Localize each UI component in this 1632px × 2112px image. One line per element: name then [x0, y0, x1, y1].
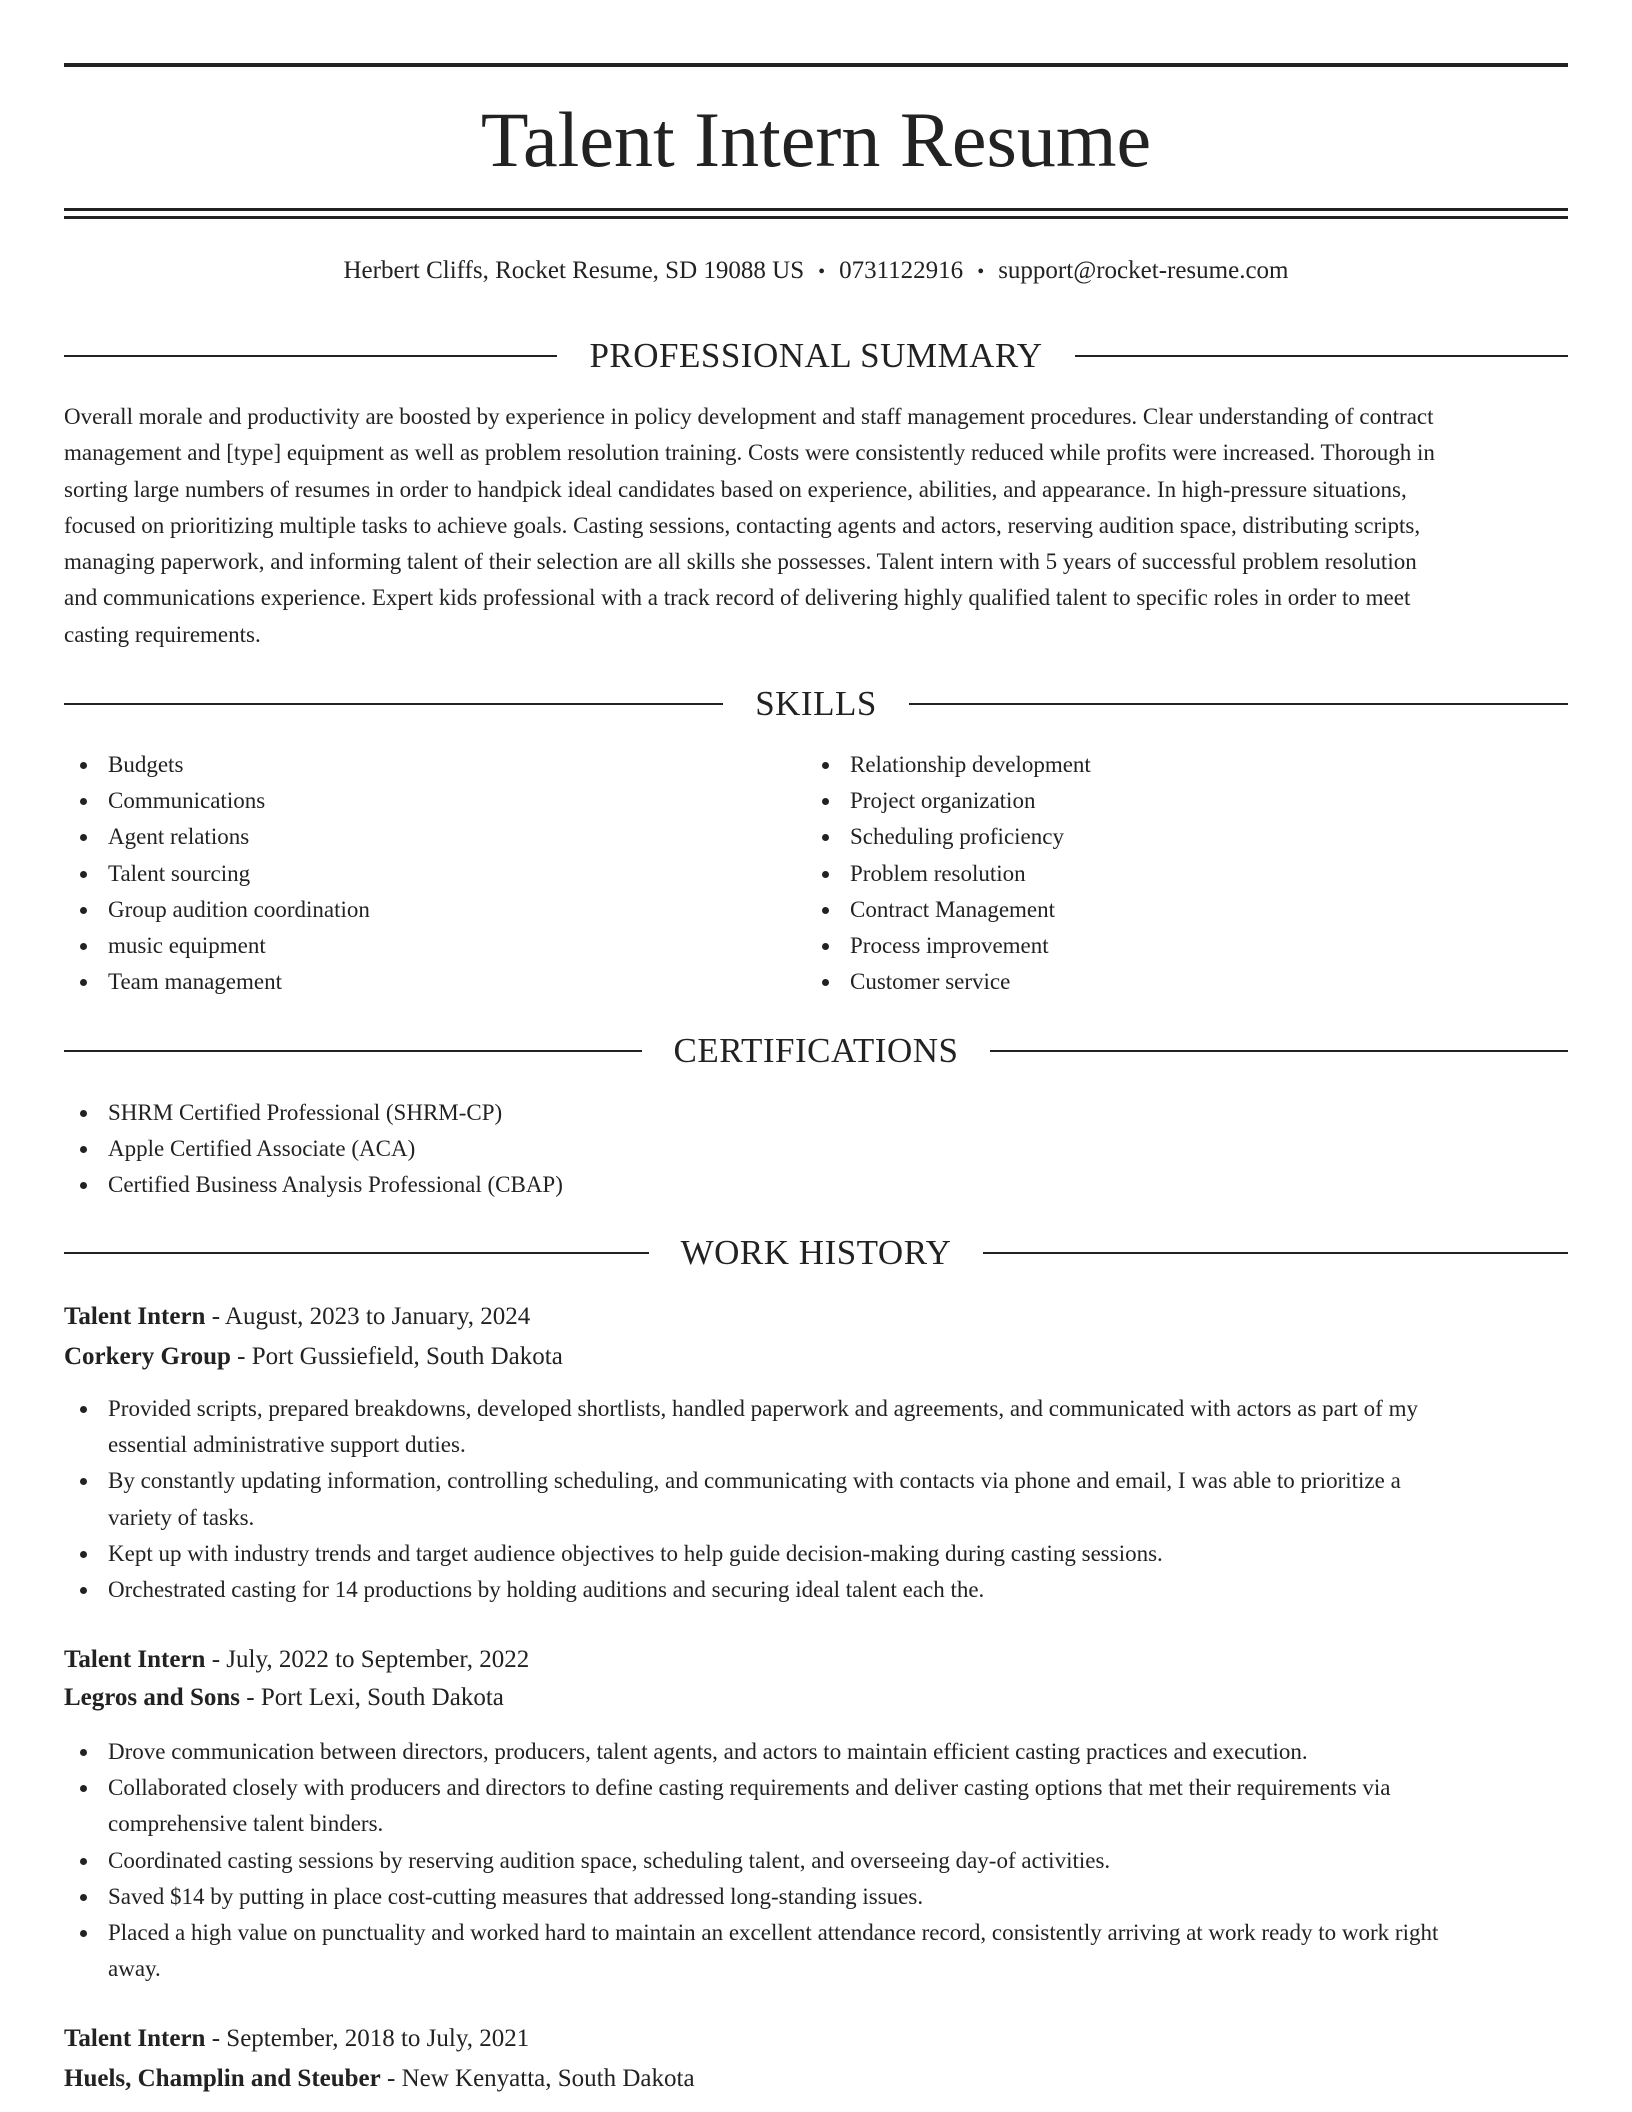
summary-line: and communications experience. Expert kids professional with a track record of delivering highly qualified talent to specific roles in order to meet — [64, 585, 1411, 611]
section-heading-certifications — [64, 1029, 1568, 1073]
contact-separator: • — [818, 261, 826, 283]
skill-item: Contract Management — [806, 892, 1526, 928]
job-company-line — [64, 1680, 504, 1716]
header-double-rule — [64, 208, 1568, 211]
job-company: Legros and Sons — [64, 1684, 240, 1711]
contact-separator: • — [977, 261, 985, 283]
job-bullet — [64, 1915, 1568, 1987]
job-location: - Port Gussiefield, South Dakota — [230, 1343, 563, 1370]
job-title-line — [64, 1642, 529, 1678]
job-bullet — [64, 1879, 1568, 1915]
section-title: SKILLS — [755, 684, 877, 723]
job-bullet — [64, 1572, 1568, 1608]
contact-email[interactable]: support@rocket-resume.com — [998, 257, 1289, 284]
section-heading-work-history — [64, 1231, 1568, 1275]
job-bullet — [64, 1734, 1568, 1770]
certification-item: Apple Certified Associate (ACA) — [64, 1131, 1568, 1167]
job-company: Huels, Champlin and Steuber — [64, 2065, 381, 2092]
job-bullet — [64, 1536, 1568, 1572]
heading-rule — [64, 1050, 642, 1052]
job-title-line — [64, 1299, 530, 1335]
skill-item: Talent sourcing — [64, 856, 784, 892]
summary-line: focused on prioritizing multiple tasks to achieve goals. Casting sessions, contacting agents and actors, reserving audition space, distributing scripts, — [64, 512, 1421, 538]
job-bullets — [64, 1734, 1568, 1987]
job-bullets — [64, 1391, 1568, 1608]
skill-item: Budgets — [64, 747, 784, 783]
skill-item: Team management — [64, 964, 784, 1000]
heading-rule — [64, 703, 723, 705]
certification-item: SHRM Certified Professional (SHRM-CP) — [64, 1095, 1568, 1131]
job-bullet — [64, 1770, 1568, 1842]
job-company-line — [64, 2061, 695, 2097]
heading-rule — [990, 1050, 1568, 1052]
contact-line — [64, 254, 1568, 289]
contact-phone: 0731122916 — [839, 257, 964, 284]
job-bullet — [64, 1843, 1568, 1879]
header-double-rule — [64, 216, 1568, 219]
section-heading-skills — [64, 682, 1568, 726]
heading-rule — [1075, 355, 1568, 357]
summary-paragraph — [64, 399, 1568, 653]
heading-rule — [983, 1252, 1568, 1254]
bullet-line: Kept up with industry trends and target audience objectives to help guide decision-making during casting sessions. — [108, 1540, 1163, 1566]
job-title: Talent Intern — [64, 1646, 206, 1673]
skill-item: Relationship development — [806, 747, 1526, 783]
skill-item: music equipment — [64, 928, 784, 964]
summary-line: management and [type] equipment as well as problem resolution training. Costs were consistently reduced while profits were increased. Thorough in — [64, 440, 1435, 466]
job-title-line — [64, 2021, 529, 2057]
bullet-line: Placed a high value on punctuality and worked hard to maintain an excellent attendance record, consistently arriving at work ready to work right — [108, 1920, 1439, 1946]
heading-rule — [64, 1252, 649, 1254]
bullet-line: Collaborated closely with producers and directors to define casting requirements and deliver casting options that met their requirements via — [108, 1775, 1391, 1801]
section-title: CERTIFICATIONS — [673, 1031, 959, 1070]
job-bullet — [64, 1463, 1568, 1535]
bullet-line: Drove communication between directors, producers, talent agents, and actors to maintain efficient casting practices and execution. — [108, 1739, 1308, 1764]
skill-item: Agent relations — [64, 819, 784, 855]
skill-item: Process improvement — [806, 928, 1526, 964]
skill-item: Project organization — [806, 783, 1526, 819]
summary-line: managing paperwork, and informing talent of their selection are all skills she possesses. Talent intern with 5 years of successful problem resolution — [64, 549, 1417, 575]
job-title: Talent Intern — [64, 1303, 206, 1330]
heading-rule — [64, 355, 557, 357]
bullet-line: variety of tasks. — [108, 1504, 255, 1530]
job-location: - New Kenyatta, South Dakota — [380, 2065, 695, 2092]
bullet-line: By constantly updating information, controlling scheduling, and communicating with contacts via phone and email, I was able to prioritize a — [108, 1468, 1401, 1494]
summary-line: Overall morale and productivity are boosted by experience in policy development and staff management procedures. Clear understanding of contract — [64, 404, 1434, 429]
bullet-line: Saved $14 by putting in place cost-cutting measures that addressed long-standing issues. — [108, 1883, 924, 1909]
heading-rule — [909, 703, 1568, 705]
job-company-line — [64, 1339, 563, 1375]
job-title: Talent Intern — [64, 2025, 206, 2052]
summary-line: sorting large numbers of resumes in order to handpick ideal candidates based on experience, abilities, and appearance. In high-pressure situations, — [64, 476, 1407, 502]
skill-item: Customer service — [806, 964, 1526, 1000]
bullet-line: Orchestrated casting for 14 productions by holding auditions and securing ideal talent each the. — [108, 1577, 985, 1603]
job-bullet — [64, 1391, 1568, 1463]
skills-list-right — [806, 747, 1526, 1000]
skill-item: Communications — [64, 783, 784, 819]
bullet-line: Provided scripts, prepared breakdowns, developed shortlists, handled paperwork and agreements, and communicated with actors as part of my — [108, 1396, 1418, 1421]
skill-item: Scheduling proficiency — [806, 819, 1526, 855]
header-top-rule — [64, 63, 1568, 67]
section-title: PROFESSIONAL SUMMARY — [589, 336, 1043, 375]
section-title: WORK HISTORY — [680, 1233, 952, 1272]
bullet-line: Coordinated casting sessions by reserving audition space, scheduling talent, and overseeing day-of activities. — [108, 1847, 1111, 1873]
certification-item: Certified Business Analysis Professional (CBAP) — [64, 1167, 1568, 1203]
job-company: Corkery Group — [64, 1343, 231, 1370]
bullet-line: away. — [108, 1956, 161, 1982]
job-location: - Port Lexi, South Dakota — [240, 1684, 504, 1711]
bullet-line: comprehensive talent binders. — [108, 1811, 384, 1837]
job-dates: - September, 2018 to July, 2021 — [205, 2025, 530, 2052]
skill-item: Problem resolution — [806, 856, 1526, 892]
resume-title: Talent Intern Resume — [480, 96, 1152, 183]
skills-list-left — [64, 747, 784, 1000]
section-heading-summary — [64, 334, 1568, 378]
bullet-line: essential administrative support duties. — [108, 1432, 466, 1458]
job-dates: - August, 2023 to January, 2024 — [205, 1303, 531, 1330]
certifications-list — [64, 1095, 1568, 1204]
job-dates: - July, 2022 to September, 2022 — [205, 1646, 530, 1673]
summary-line: casting requirements. — [64, 621, 261, 647]
contact-address: Herbert Cliffs, Rocket Resume, SD 19088 US — [343, 257, 805, 284]
skill-item: Group audition coordination — [64, 892, 784, 928]
